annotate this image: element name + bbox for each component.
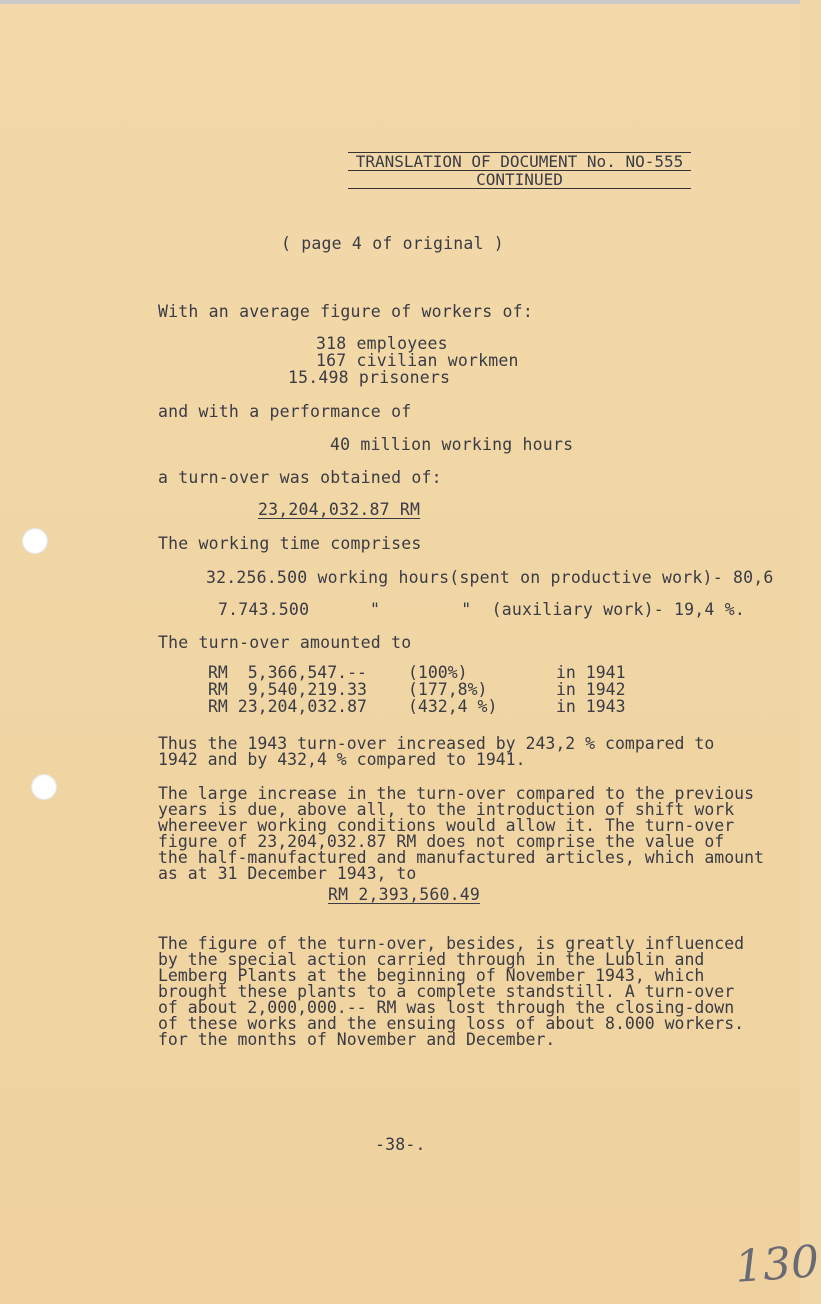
header-title: TRANSLATION OF DOCUMENT No. NO-555	[348, 152, 691, 171]
workers-prisoners: 15.498 prisoners	[288, 368, 451, 387]
turnover-table	[208, 664, 626, 715]
workers-employees: 318 employees	[316, 334, 448, 353]
working-time-auxiliary: 7.743.500 " " (auxiliary work)- 19,4 %.	[218, 600, 745, 619]
turnover-percent: (432,4 %)	[408, 697, 498, 716]
header-subtitle: CONTINUED	[348, 171, 691, 189]
punch-hole-top	[22, 528, 48, 554]
table-row	[208, 664, 626, 681]
turnover-year: in 1942	[556, 680, 626, 699]
page-reference: ( page 4 of original )	[281, 234, 504, 253]
punch-hole-bottom	[31, 774, 57, 800]
amounted-intro: The turn-over amounted to	[158, 633, 412, 652]
table-row	[208, 698, 626, 715]
handwritten-page-number: 130	[733, 1236, 821, 1293]
performance-intro: and with a performance of	[158, 402, 412, 421]
intro-text: With an average figure of workers of:	[158, 302, 533, 321]
turnover-intro: a turn-over was obtained of:	[158, 468, 442, 487]
performance-value: 40 million working hours	[330, 435, 574, 454]
turnover-amount: RM 5,366,547.--	[208, 663, 367, 682]
turnover-percent: (100%)	[408, 663, 468, 682]
turnover-percent: (177,8%)	[408, 680, 488, 699]
paragraph-special-action: The figure of the turn-over, besides, is greatly influenced by the special action carried through in the Lublin and Lemberg Plants at the beginning of November 1943, which brought these plants to a complete standstill. A turn-over of about 2,000,000.-- RM was lost through the closing-down of these works and the ensuing loss of about 8.000 workers. for the months of November and December.	[158, 934, 745, 1049]
working-time-intro: The working time comprises	[158, 534, 422, 553]
document-header	[348, 152, 691, 189]
working-time-productive: 32.256.500 working hours(spent on productive work)- 80,6	[206, 568, 774, 587]
turnover-amount: RM 9,540,219.33	[208, 680, 367, 699]
paragraph-increase: Thus the 1943 turn-over increased by 243,2 % compared to 1942 and by 432,4 % compared to 1941.	[158, 734, 715, 769]
page-number: -38-.	[375, 1135, 426, 1154]
turnover-year: in 1943	[556, 697, 626, 716]
turnover-amount: RM 23,204,032.87	[208, 697, 367, 716]
half-manufactured-value: RM 2,393,560.49	[328, 885, 481, 904]
turnover-year: in 1941	[556, 663, 626, 682]
workers-civilian: 167 civilian workmen	[316, 351, 519, 370]
table-row	[208, 681, 626, 698]
paragraph-shift-work: The large increase in the turn-over compared to the previous years is due, above all, to the introduction of shift work whereever working conditions would allow it. The turn-over figure of 23,204,032.87 RM does not comprise the value of the half-manufactured and manufactured articles, which amount as at 31 December 1943, to	[158, 784, 764, 883]
turnover-total: 23,204,032.87 RM	[258, 500, 421, 519]
